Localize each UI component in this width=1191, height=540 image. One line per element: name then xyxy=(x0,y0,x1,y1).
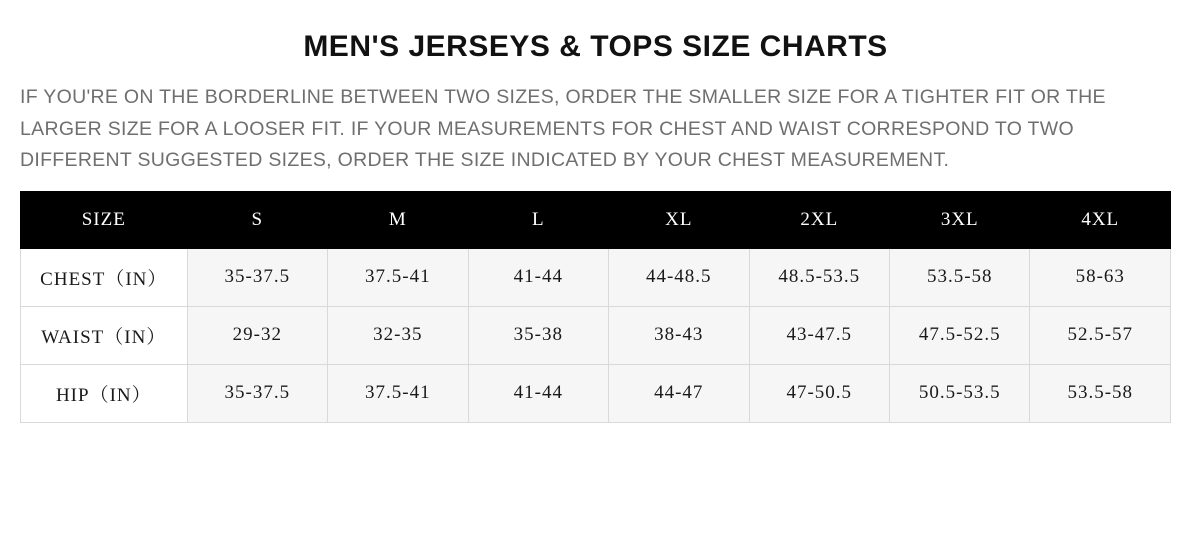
cell-waist-xl: 38-43 xyxy=(609,306,749,364)
cell-chest-3xl: 53.5-58 xyxy=(890,248,1030,306)
cell-hip-4xl: 53.5-58 xyxy=(1030,364,1171,422)
cell-waist-l: 35-38 xyxy=(468,306,608,364)
row-label-chest: CHEST（IN） xyxy=(21,248,188,306)
cell-chest-m: 37.5-41 xyxy=(328,248,468,306)
cell-waist-3xl: 47.5-52.5 xyxy=(890,306,1030,364)
cell-waist-s: 29-32 xyxy=(187,306,327,364)
column-header-4xl: 4XL xyxy=(1030,191,1171,248)
cell-waist-4xl: 52.5-57 xyxy=(1030,306,1171,364)
cell-chest-4xl: 58-63 xyxy=(1030,248,1171,306)
intro-paragraph: IF YOU'RE ON THE BORDERLINE BETWEEN TWO SIZES, ORDER THE SMALLER SIZE FOR A TIGHTER FIT OR THE LARGER SIZE FOR A LOOSER FIT. IF YOUR MEASUREMENTS FOR CHEST AND WAIST CORRESPOND TO TWO DIFFERENT SUGGESTED SIZES, ORDER THE SIZE INDICATED BY YOUR CHEST MEASUREMENT. xyxy=(20,86,1106,172)
cell-waist-2xl: 43-47.5 xyxy=(749,306,889,364)
size-chart-table xyxy=(20,191,1171,423)
cell-chest-l: 41-44 xyxy=(468,248,608,306)
row-label-waist: WAIST（IN） xyxy=(21,306,188,364)
cell-hip-m: 37.5-41 xyxy=(328,364,468,422)
table-header-row xyxy=(21,191,1171,248)
table-header xyxy=(21,191,1171,248)
cell-hip-s: 35-37.5 xyxy=(187,364,327,422)
cell-chest-xl: 44-48.5 xyxy=(609,248,749,306)
column-header-l: L xyxy=(468,191,608,248)
column-header-2xl: 2XL xyxy=(749,191,889,248)
table-row xyxy=(21,248,1171,306)
cell-chest-s: 35-37.5 xyxy=(187,248,327,306)
column-header-s: S xyxy=(187,191,327,248)
table-row xyxy=(21,306,1171,364)
size-chart-table-wrapper xyxy=(20,191,1171,423)
cell-chest-2xl: 48.5-53.5 xyxy=(749,248,889,306)
size-chart-page xyxy=(0,30,1191,540)
column-header-3xl: 3XL xyxy=(890,191,1030,248)
cell-hip-xl: 44-47 xyxy=(609,364,749,422)
row-label-hip: HIP（IN） xyxy=(21,364,188,422)
table-body xyxy=(21,248,1171,422)
cell-hip-3xl: 50.5-53.5 xyxy=(890,364,1030,422)
cell-hip-l: 41-44 xyxy=(468,364,608,422)
column-header-xl: XL xyxy=(609,191,749,248)
cell-waist-m: 32-35 xyxy=(328,306,468,364)
column-header-size: SIZE xyxy=(21,191,188,248)
table-row xyxy=(21,364,1171,422)
column-header-m: M xyxy=(328,191,468,248)
cell-hip-2xl: 47-50.5 xyxy=(749,364,889,422)
page-title: MEN'S JERSEYS & TOPS SIZE CHARTS xyxy=(303,30,888,63)
